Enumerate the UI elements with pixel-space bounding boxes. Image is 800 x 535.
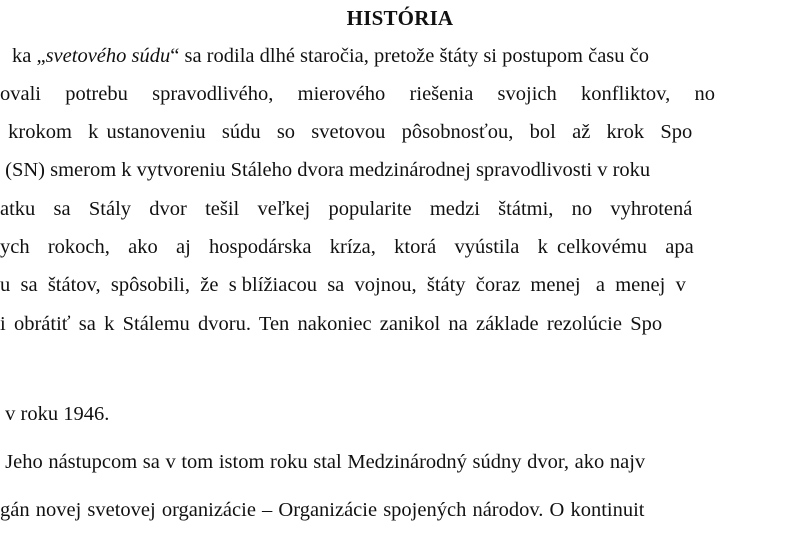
line-text: i obrátiť sa k Stálemu dvoru. Ten nakoniec zanikol na základe rezolúcie Spo (0, 313, 663, 335)
line-text: ovali potrebu spravodlivého, mierového riešenia svojich konfliktov, no (0, 83, 715, 105)
paragraph-line-7 (0, 272, 800, 298)
line-text: “ sa rodila dlhé staročia, pretože štáty si postupom času čo (170, 45, 650, 67)
paragraph-line-9 (0, 401, 800, 427)
document-title: HISTÓRIA (346, 6, 454, 30)
paragraph-line-2 (0, 81, 800, 107)
line-text: (SN) smerom k vytvoreniu Stáleho dvora medzinárodnej spravodlivosti v roku (0, 159, 651, 181)
paragraph-line-4 (0, 157, 800, 183)
paragraph-line-6 (0, 234, 800, 260)
paragraph-line-3 (0, 119, 800, 145)
paragraph-line-11 (0, 497, 800, 523)
line-text: ka „ (12, 45, 46, 67)
line-text: krokom k ustanoveniu súdu so svetovou pôsobnosťou, bol až krok Spo (0, 121, 693, 143)
line-text: u sa štátov, spôsobili, že s blížiacou sa vojnou, štáty čoraz menej a menej v (0, 274, 686, 296)
line-text: gán novej svetovej organizácie – Organizácie spojených národov. O kontinuit (0, 499, 645, 521)
paragraph-line-1 (12, 43, 800, 69)
paragraph-line-10 (0, 449, 800, 475)
paragraph-line-8 (0, 311, 800, 337)
line-text: ych rokoch, ako aj hospodárska kríza, ktorá vyústila k celkovému apa (0, 236, 694, 258)
line-text: Jeho nástupcom sa v tom istom roku stal Medzinárodný súdny dvor, ako najv (0, 451, 646, 473)
italic-term: svetového súdu (45, 45, 171, 67)
line-text: atku sa Stály dvor tešil veľkej popularite medzi štátmi, no vyhrotená (0, 198, 693, 220)
paragraph-line-5 (0, 196, 800, 222)
line-text: v roku 1946. (0, 403, 110, 425)
